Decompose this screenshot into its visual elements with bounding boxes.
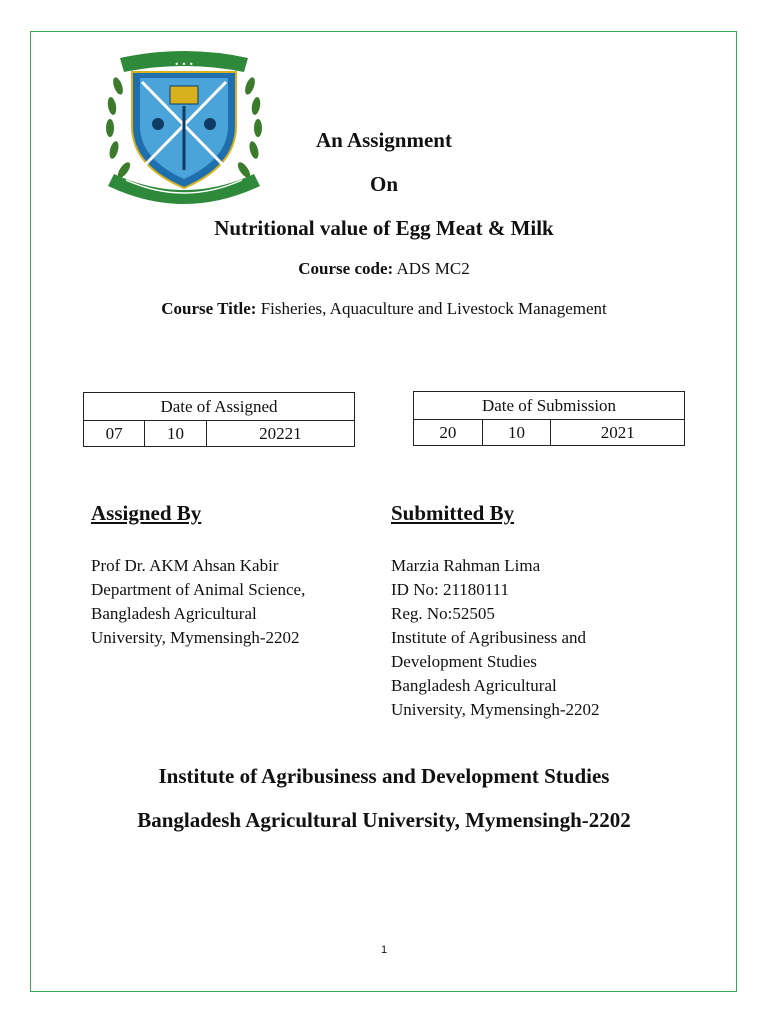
course-title bbox=[0, 299, 768, 319]
institute-name: Institute of Agribusiness and Development Studies bbox=[158, 764, 610, 788]
course-title-value: Fisheries, Aquaculture and Livestock Management bbox=[256, 299, 607, 318]
date-submission-header: Date of Submission bbox=[414, 392, 685, 420]
submitted-by-line: Marzia Rahman Lima bbox=[391, 556, 541, 575]
date-assigned-day: 07 bbox=[84, 421, 145, 447]
assigned-by-line: Department of Animal Science, bbox=[91, 580, 306, 599]
course-code-label: Course code: bbox=[298, 259, 394, 278]
submitted-by-line: Institute of Agribusiness and bbox=[391, 628, 587, 647]
course-code bbox=[0, 259, 768, 279]
date-submission-month: 10 bbox=[482, 420, 551, 446]
assigned-by-heading: Assigned By bbox=[91, 501, 202, 525]
submitted-by-details bbox=[391, 554, 600, 722]
assigned-by-line: University, Mymensingh-2202 bbox=[91, 628, 300, 647]
university-name: Bangladesh Agricultural University, Mymensingh-2202 bbox=[137, 808, 631, 832]
assigned-by-line: Bangladesh Agricultural bbox=[91, 604, 257, 623]
page-number: 1 bbox=[380, 944, 388, 956]
submitted-by-line: ID No: 21180111 bbox=[391, 580, 510, 599]
submitted-by-line: University, Mymensingh-2202 bbox=[391, 700, 600, 719]
date-assigned-month: 10 bbox=[145, 421, 206, 447]
assigned-by-line: Prof Dr. AKM Ahsan Kabir bbox=[91, 556, 279, 575]
date-assigned-table bbox=[83, 392, 355, 447]
date-submission-table bbox=[413, 391, 685, 446]
date-assigned-header: Date of Assigned bbox=[84, 393, 355, 421]
submitted-by-line: Bangladesh Agricultural bbox=[391, 676, 557, 695]
course-code-value: ADS MC2 bbox=[393, 259, 470, 278]
svg-text:• • •: • • • bbox=[174, 60, 194, 69]
assignment-title: Nutritional value of Egg Meat & Milk bbox=[214, 216, 554, 240]
course-title-label: Course Title: bbox=[161, 299, 257, 318]
date-assigned-year: 20221 bbox=[206, 421, 354, 447]
date-submission-day: 20 bbox=[414, 420, 483, 446]
assignment-heading: An Assignment bbox=[316, 128, 452, 152]
assigned-by-details bbox=[91, 554, 305, 650]
submitted-by-line: Reg. No:52505 bbox=[391, 604, 495, 623]
submitted-by-line: Development Studies bbox=[391, 652, 537, 671]
date-submission-year: 2021 bbox=[551, 420, 685, 446]
submitted-by-heading: Submitted By bbox=[391, 501, 515, 525]
on-heading: On bbox=[369, 172, 398, 196]
